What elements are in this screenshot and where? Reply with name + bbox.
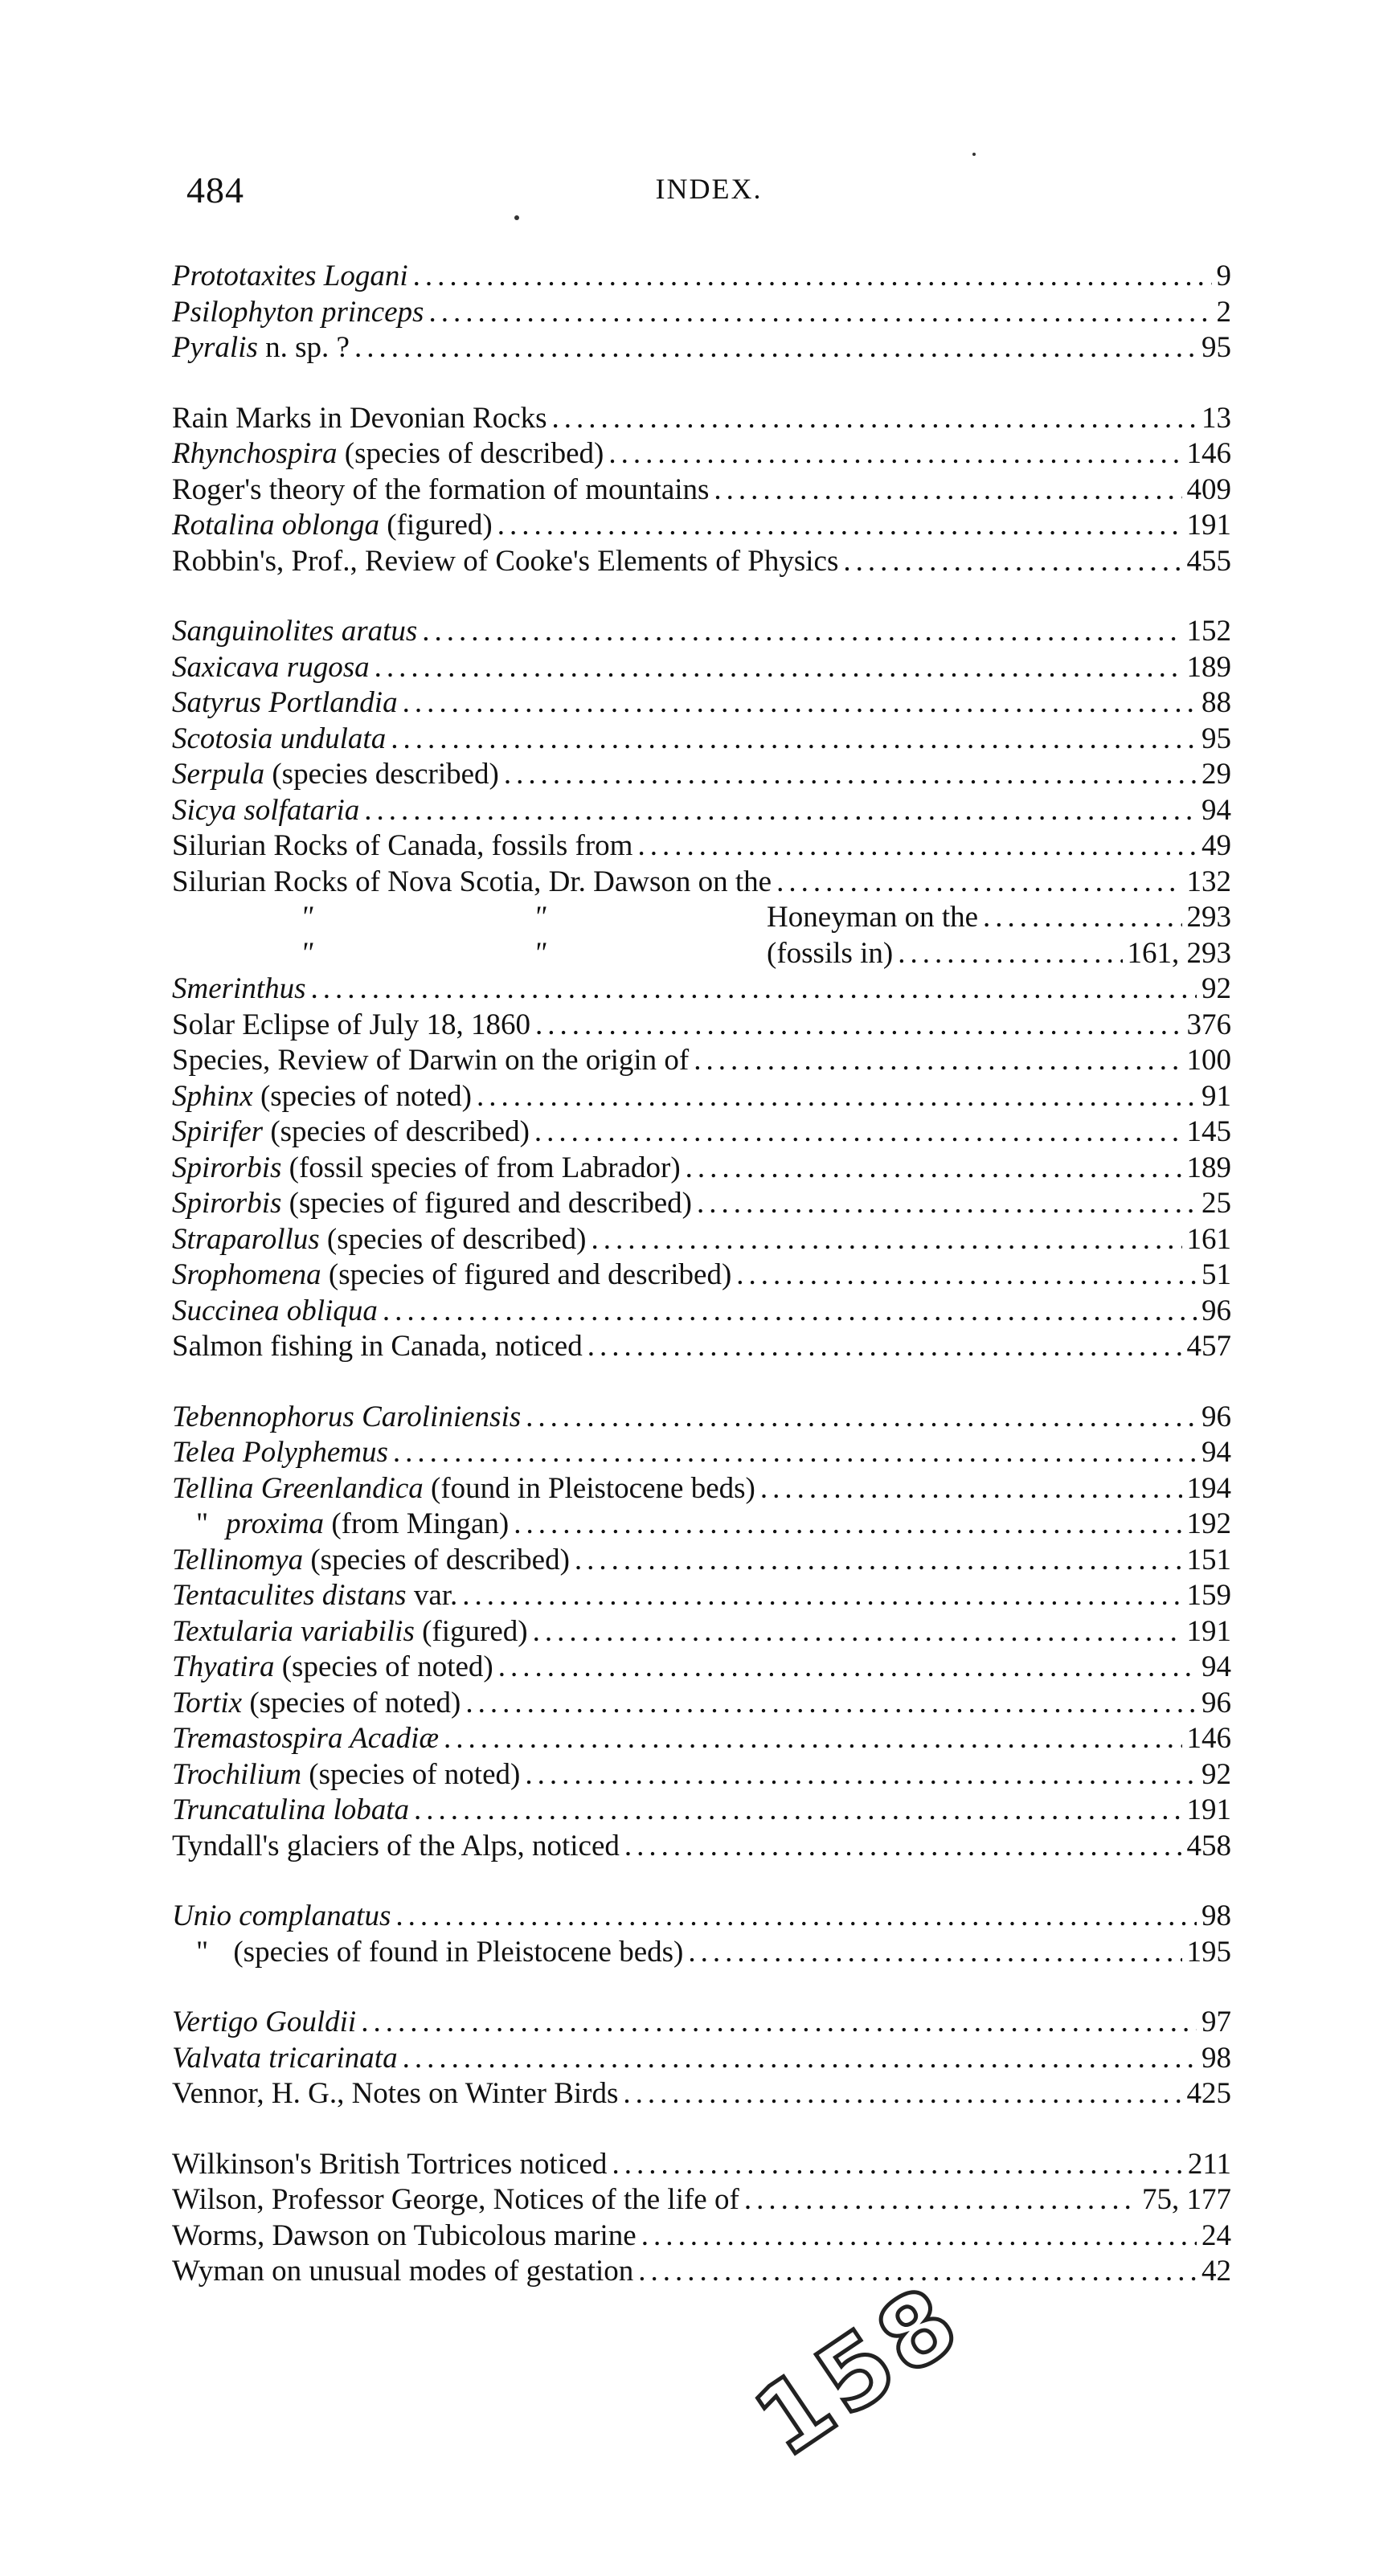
entry-label [172,1721,439,1757]
entry-label [172,1435,388,1471]
index-entry [172,330,1231,366]
index-entry [172,900,1231,936]
entry-text: (species of described) [319,1222,587,1256]
index-entry [172,971,1231,1008]
index-entry [172,1935,1231,1971]
entry-page-numbers: 91 [1201,1079,1231,1113]
dot-leader [535,1008,1181,1044]
entry-label [172,1686,461,1722]
dot-leader [983,900,1181,936]
dot-leader [744,2182,1137,2218]
entry-text: Species, Review of Darwin on the origin of [172,1044,690,1077]
dot-leader [898,936,1122,972]
dot-leader [525,1757,1197,1793]
dot-leader [361,2005,1197,2041]
entry-text: (species described) [264,758,499,791]
dot-leader [552,401,1197,437]
entry-page-numbers: 457 [1186,1330,1231,1363]
entry-term: Srophomena [172,1258,321,1291]
entry-label [172,650,370,686]
entry-label [172,1507,509,1543]
index-list [172,259,1231,2290]
entry-label [172,259,408,295]
entry-label [172,1114,530,1151]
entry-text: (species of found in Pleistocene beds) [226,1935,684,1969]
entry-label [172,828,632,865]
entry-text: (figured) [414,1614,528,1648]
index-entry [172,1757,1231,1793]
entry-page-numbers: 94 [1201,1650,1231,1683]
entry-page-numbers: 189 [1186,1151,1231,1184]
entry-text: Wyman on unusual modes of gestation [172,2255,634,2288]
entry-page-numbers: 42 [1201,2255,1231,2288]
entry-text: Vennor, H. G., Notes on Winter Birds [172,2077,619,2110]
entry-text: Solar Eclipse of July 18, 1860 [172,1008,531,1041]
entry-term: Spirifer [172,1115,264,1148]
entry-term: Valvata tricarinata [172,2041,398,2075]
entry-label [172,793,359,829]
entry-page-numbers: 97 [1201,2006,1231,2038]
entry-label [172,1257,731,1294]
index-entry [172,757,1231,793]
entry-term: Sicya solfataria [172,793,360,827]
entry-term: Succinea obliqua [172,1294,378,1327]
dot-leader [311,971,1197,1008]
index-entry [172,1400,1231,1436]
entry-page-numbers: 95 [1201,722,1231,755]
entry-page-numbers: 98 [1201,1899,1231,1932]
dot-leader [514,1507,1181,1543]
entry-page-numbers: 2 [1216,295,1231,329]
entry-term: Unio complanatus [172,1899,391,1932]
index-entry [172,1578,1231,1614]
entry-label [172,2254,633,2290]
entry-label [172,295,424,331]
entry-page-numbers: 146 [1186,437,1231,470]
entry-label [172,2041,398,2077]
entry-label [172,757,499,793]
index-entry [172,1043,1231,1079]
ditto-mark: " [196,1935,209,1969]
entry-text: Roger's theory of the formation of mountains [172,472,710,506]
dot-leader [587,1329,1182,1365]
dot-leader [686,1151,1182,1187]
entry-page-numbers: 92 [1201,972,1231,1005]
dot-leader [843,544,1181,580]
entry-term: Telea Polyphemus [172,1436,388,1469]
index-entry [172,1008,1231,1044]
entry-label [172,971,306,1008]
section-gap [172,1864,1231,1899]
dot-leader [697,1186,1197,1222]
index-entry [172,295,1231,331]
entry-label [172,1186,692,1222]
section-gap [172,1970,1231,2005]
entry-label [172,1899,391,1935]
index-entry [172,722,1231,758]
dot-leader [497,508,1182,544]
index-entry [172,2005,1231,2041]
dot-leader [403,685,1197,722]
index-entry [172,1186,1231,1222]
index-entry [172,1294,1231,1330]
entry-page-numbers: 159 [1186,1579,1231,1612]
entry-term: Tentaculites distans [172,1579,407,1612]
entry-text: (figured) [379,509,493,542]
index-entry [172,936,1231,972]
entry-term: Tellinomya [172,1543,304,1576]
entry-label [172,1043,689,1079]
index-entry [172,1614,1231,1650]
entry-label [172,865,772,901]
index-entry [172,401,1231,437]
dot-leader [760,1471,1182,1507]
entry-label [172,2076,618,2112]
entry-label [172,1650,493,1686]
entry-term: Trochilium [172,1757,302,1791]
dot-leader [736,1257,1197,1294]
index-entry [172,1079,1231,1115]
entry-label [172,1079,472,1115]
dot-leader [504,757,1197,793]
entry-text: Silurian Rocks of Canada, fossils from [172,829,633,862]
entry-page-numbers: 191 [1186,1793,1231,1826]
dot-leader [403,2041,1197,2077]
entry-label [172,436,604,472]
entry-label [172,685,398,722]
entry-term: Tremastospira Acadiæ [172,1722,440,1755]
entry-text: (species of noted) [274,1650,493,1683]
dot-leader [477,1079,1197,1115]
index-entry [172,1829,1231,1865]
dot-leader [637,828,1197,865]
entry-page-numbers: 24 [1201,2218,1231,2252]
index-entry [172,1471,1231,1507]
entry-term: Pyralis [172,331,258,364]
entry-term: Saxicava rugosa [172,650,370,684]
entry-label [172,1793,409,1829]
entry-text: (species of noted) [301,1757,521,1791]
dot-leader [422,614,1181,650]
index-entry [172,472,1231,509]
entry-page-numbers: 151 [1186,1543,1231,1576]
entry-label [172,1578,457,1614]
entry-text: (species of described) [337,437,604,470]
entry-page-numbers: 94 [1201,1436,1231,1469]
ink-speck [972,153,976,156]
dot-leader [526,1400,1197,1436]
dot-leader [393,1435,1197,1471]
entry-page-numbers: 88 [1201,686,1231,719]
entry-label [172,1400,521,1436]
entry-page-numbers: 92 [1201,1757,1231,1791]
index-entry [172,1435,1231,1471]
entry-text: Tyndall's glaciers of the Alps, noticed [172,1829,620,1862]
entry-page-numbers: 9 [1216,260,1231,292]
entry-term: Sanguinolites aratus [172,615,418,648]
entry-text: (species of described) [263,1115,530,1148]
index-entry [172,828,1231,865]
index-entry [172,1686,1231,1722]
index-entry [172,1543,1231,1579]
entry-term: Tellina Greenlandica [172,1471,424,1505]
index-entry [172,2182,1231,2218]
entry-label [172,2182,739,2218]
entry-term: Straparollus [172,1222,320,1256]
ditto-marks [172,937,767,970]
entry-text: Wilson, Professor George, Notices of the life of [172,2183,739,2216]
index-entry [172,1222,1231,1258]
entry-page-numbers: 95 [1201,331,1231,364]
running-title: INDEX. [655,173,763,205]
index-entry [172,1507,1231,1543]
entry-page-numbers: 51 [1201,1258,1231,1291]
index-entry [172,2076,1231,2112]
index-entry [172,1650,1231,1686]
entry-page-numbers: 191 [1186,509,1231,542]
index-entry [172,1329,1231,1365]
entry-page-numbers: 13 [1201,401,1231,435]
entry-text: Rain Marks in Devonian Rocks [172,401,547,435]
entry-term: Serpula [172,758,265,791]
dot-leader [375,650,1182,686]
entry-text: Robbin's, Prof., Review of Cooke's Elements of Physics [172,544,839,578]
index-entry [172,508,1231,544]
entry-page-numbers: 29 [1201,758,1231,791]
entry-label [172,1294,378,1330]
entry-term: Tebennophorus Caroliniensis [172,1400,522,1433]
entry-term: proxima [226,1507,325,1540]
index-entry [172,865,1231,901]
entry-page-numbers: 132 [1186,865,1231,898]
index-entry [172,650,1231,686]
ditto-mark: " [534,901,546,934]
entry-term: Spirorbis [172,1187,282,1220]
entry-page-numbers: 161, 293 [1127,936,1231,970]
dot-leader [612,2147,1182,2183]
entry-page-numbers: 409 [1186,472,1231,506]
entry-term: Psilophyton princeps [172,295,424,329]
entry-text: Wilkinson's British Tortrices noticed [172,2147,608,2181]
dot-leader [533,1614,1182,1650]
dot-leader [608,436,1181,472]
dot-leader [395,1899,1197,1935]
dot-leader [776,865,1181,901]
dot-leader [641,2218,1197,2255]
section-gap [172,2112,1231,2147]
entry-term: Smerinthus [172,972,306,1005]
entry-label [172,2147,607,2183]
page-number: 484 [186,170,244,211]
entry-text: (species of figured and described) [281,1187,692,1220]
entry-page-numbers: 152 [1186,615,1231,648]
index-entry [172,2218,1231,2255]
entry-text: (species of figured and described) [321,1258,732,1291]
index-entry [172,1721,1231,1757]
dot-leader [624,1829,1182,1865]
ditto-marks [172,901,767,934]
entry-term: Scotosia undulata [172,722,387,755]
entry-label [172,936,893,972]
ditto-mark: " [534,936,546,970]
ink-speck [514,215,519,220]
index-entry [172,1899,1231,1935]
entry-text: n. sp. ? [257,331,350,364]
entry-label [172,1222,587,1258]
index-entry [172,436,1231,472]
entry-term: Rotalina oblonga [172,509,379,542]
entry-page-numbers: 211 [1187,2147,1231,2181]
dot-leader [534,1114,1182,1151]
entry-label [172,1008,530,1044]
entry-label [172,330,350,366]
entry-page-numbers: 376 [1186,1008,1231,1041]
index-entry [172,1793,1231,1829]
entry-text: (species of noted) [252,1079,472,1113]
index-entry [172,1257,1231,1294]
entry-page-numbers: 75, 177 [1142,2183,1231,2216]
index-entry [172,1114,1231,1151]
dot-leader [391,722,1197,758]
dot-leader [414,1793,1181,1829]
entry-page-numbers: 192 [1186,1507,1231,1540]
entry-page-numbers: 458 [1186,1829,1231,1862]
dot-leader [623,2076,1181,2112]
dot-leader [714,472,1181,509]
entry-page-numbers: 25 [1201,1187,1231,1220]
entry-label [172,1151,681,1187]
section-gap [172,579,1231,614]
entry-label [172,2218,637,2255]
ditto-mark: " [301,901,313,934]
entry-page-numbers: 98 [1201,2041,1231,2075]
dot-leader [413,259,1212,295]
index-entry [172,685,1231,722]
entry-text: var. [406,1579,458,1612]
entry-text: Worms, Dawson on Tubicolous marine [172,2218,637,2252]
entry-page-numbers: 96 [1201,1400,1231,1433]
entry-term: Spirorbis [172,1151,282,1184]
entry-text: Honeyman on the [767,901,979,934]
entry-term: Thyatira [172,1650,275,1683]
dot-leader [465,1686,1197,1722]
dot-leader [694,1043,1181,1079]
entry-term: Sphinx [172,1079,253,1113]
dot-leader [575,1543,1182,1579]
section-gap [172,1365,1231,1400]
dot-leader [444,1721,1181,1757]
entry-term: Satyrus Portlandia [172,686,398,719]
entry-label [172,472,709,509]
entry-page-numbers: 96 [1201,1294,1231,1327]
entry-page-numbers: 100 [1186,1044,1231,1077]
entry-text: Silurian Rocks of Nova Scotia, Dr. Dawson on the [172,865,772,898]
dot-leader [428,295,1211,331]
entry-label [172,1543,570,1579]
entry-term: Vertigo Gouldii [172,2006,357,2038]
dot-leader [383,1294,1197,1330]
dot-leader [688,1935,1181,1971]
entry-label [172,614,417,650]
entry-label [172,722,386,758]
ditto-mark: " [301,936,313,970]
entry-term: Tortix [172,1686,243,1719]
entry-label [172,1935,683,1971]
entry-page-numbers: 96 [1201,1686,1231,1719]
entry-page-numbers: 189 [1186,650,1231,684]
dot-leader [498,1650,1197,1686]
section-gap [172,366,1231,401]
entry-text: Salmon fishing in Canada, noticed [172,1330,583,1363]
entry-page-numbers: 49 [1201,829,1231,862]
index-entry [172,1151,1231,1187]
dot-leader [592,1222,1182,1258]
index-entry [172,614,1231,650]
entry-label [172,2005,356,2041]
entry-text: (from Mingan) [324,1507,510,1540]
dot-leader [364,793,1197,829]
entry-label [172,1614,528,1650]
entry-label [172,401,547,437]
entry-term: Rhynchospira [172,437,338,470]
entry-page-numbers: 194 [1186,1471,1231,1505]
handwritten-stamp-number: 158 [736,2263,982,2480]
entry-label [172,508,493,544]
entry-label [172,900,978,936]
entry-page-numbers: 145 [1186,1115,1231,1148]
entry-page-numbers: 293 [1186,901,1231,934]
entry-text: (species of described) [303,1543,570,1576]
index-entry [172,2147,1231,2183]
entry-term: Prototaxites Logani [172,260,408,292]
page-header [186,169,1231,217]
entry-label [172,1329,583,1365]
entry-page-numbers: 195 [1186,1935,1231,1969]
index-entry [172,544,1231,580]
entry-term: Textularia variabilis [172,1614,415,1648]
entry-text: (species of noted) [242,1686,461,1719]
index-entry [172,2041,1231,2077]
index-entry [172,259,1231,295]
entry-page-numbers: 161 [1186,1222,1231,1256]
entry-label [172,1757,520,1793]
entry-page-numbers: 146 [1186,1722,1231,1755]
entry-label [172,1471,755,1507]
ditto-mark: " [196,1507,209,1540]
entry-page-numbers: 94 [1201,793,1231,827]
entry-text: (fossils in) [767,936,894,970]
index-entry [172,793,1231,829]
entry-page-numbers: 425 [1186,2077,1231,2110]
entry-term: Truncatulina lobata [172,1793,410,1826]
entry-page-numbers: 455 [1186,544,1231,578]
entry-text: (fossil species of from Labrador) [281,1151,681,1184]
index-entry [172,2254,1231,2290]
dot-leader [462,1578,1181,1614]
entry-page-numbers: 191 [1186,1614,1231,1648]
entry-label [172,544,838,580]
entry-label [172,1829,620,1865]
dot-leader [354,330,1197,366]
entry-text: (found in Pleistocene beds) [423,1471,755,1505]
